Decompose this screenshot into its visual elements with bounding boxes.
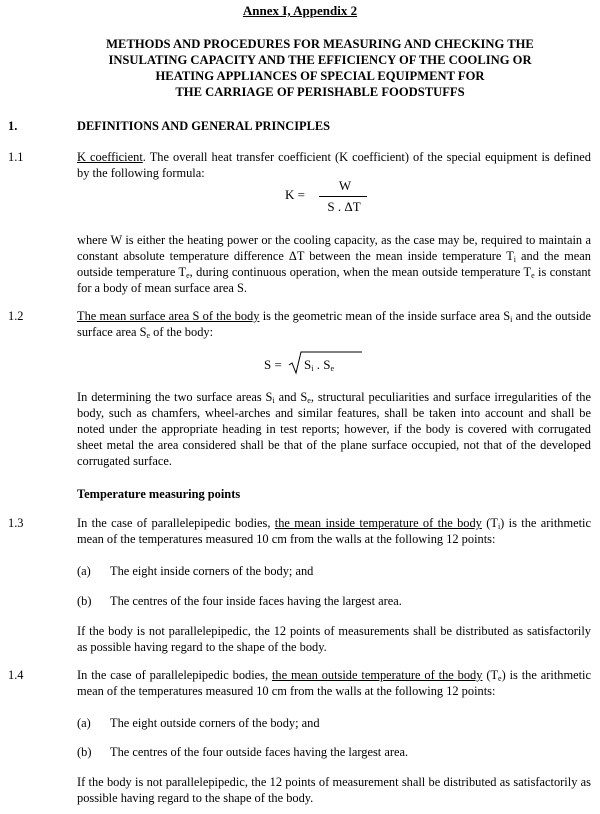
section-number: 1. [8, 119, 18, 133]
item-text: The eight inside corners of the body; and [110, 564, 314, 578]
clause-number-1-1: 1.1 [8, 150, 24, 164]
item-text: The centres of the four outside faces having the largest area. [110, 745, 409, 759]
k-formula-numerator: W [338, 178, 352, 193]
item-label: (a) [77, 716, 91, 730]
annex-title: Annex I, Appendix 2 [242, 3, 358, 18]
k-formula-lhs: K = [285, 187, 305, 202]
clause-1-2-details: In determining the two surface areas $S_i$ and $S_e$, structural peculiarities and surface irregularities of the body, such as chamfers, wheel-arches and similar features, shall be taken into account and shall be noted under the appropriate heading in test reports; however, if the body is covered with corrugated sheet metal the area considered shall be that of the plane surface occupied, not that of the developed corrugated surface. [77, 390, 591, 468]
clause-1-2-text: The mean surface area S of the body is the geometric mean of the inside surface area $S_i$ and the outside surface area $S_e$ of the body: [77, 309, 591, 340]
term-k-coefficient: K coefficient [77, 150, 143, 164]
item-text: The centres of the four inside faces having the largest area. [110, 594, 402, 608]
clause-1-3-text: In the case of parallelepipedic bodies, the mean inside temperature of the body $(T_i)$ is the arithmetic mean of the temperatures measured 10 cm from the walls at the following 12 points: [77, 516, 591, 546]
temperature-subheading: Temperature measuring points [77, 487, 241, 501]
term-mean-surface-area: The mean surface area S of the body [77, 309, 260, 323]
clause-number-1-4: 1.4 [8, 668, 24, 682]
clause-1-4-note: If the body is not parallelepipedic, the 12 points of measurement shall be distributed as satisfactorily as possible having regard to the shape of the body. [77, 775, 591, 805]
heading-line: HEATING APPLIANCES OF SPECIAL EQUIPMENT FOR [155, 69, 485, 83]
s-formula-radicand: $S_i$ . $S_e$ [304, 357, 335, 373]
item-label: (b) [77, 745, 92, 759]
term-mean-inside-temperature: the mean inside temperature of the body [274, 516, 482, 530]
heading-line: METHODS AND PROCEDURES FOR MEASURING AND CHECKING THE [106, 37, 534, 51]
item-label: (a) [77, 564, 91, 578]
term-mean-outside-temperature: the mean outside temperature of the body [271, 668, 483, 682]
s-formula-lhs: S = [264, 357, 282, 372]
clause-1-1-explanation: where W is either the heating power or the cooling capacity, as the case may be, required to maintain a constant absolute temperature difference ΔT between the mean inside temperature $T_i$ and the mean outside temperature $T_e$, during continuous operation, when the mean outside temperature $T_e$ is constant for a body of mean surface area S. [77, 233, 591, 295]
clause-number-1-3: 1.3 [8, 516, 24, 530]
clause-1-4-text: In the case of parallelepipedic bodies, the mean outside temperature of the body $(T_e)$ is the arithmetic mean of the temperatures measured 10 cm from the walls at the following 12 points: [77, 668, 591, 698]
item-label: (b) [77, 594, 92, 608]
clause-1-1-text: K coefficient. The overall heat transfer coefficient (K coefficient) of the special equipment is defined by the following formula: [77, 150, 591, 180]
item-text: The eight outside corners of the body; and [110, 716, 320, 730]
section-title: DEFINITIONS AND GENERAL PRINCIPLES [77, 119, 331, 133]
clause-1-3-note: If the body is not parallelepipedic, the 12 points of measurements shall be distributed as satisfactorily as possible having regard to the shape of the body. [77, 624, 591, 654]
fraction-bar [319, 196, 367, 197]
heading-line: INSULATING CAPACITY AND THE EFFICIENCY OF THE COOLING OR [108, 53, 532, 67]
clause-number-1-2: 1.2 [8, 309, 24, 323]
heading-line: THE CARRIAGE OF PERISHABLE FOODSTUFFS [175, 85, 465, 99]
k-formula-denominator: S . ΔT [327, 199, 361, 214]
document-heading [60, 36, 580, 100]
